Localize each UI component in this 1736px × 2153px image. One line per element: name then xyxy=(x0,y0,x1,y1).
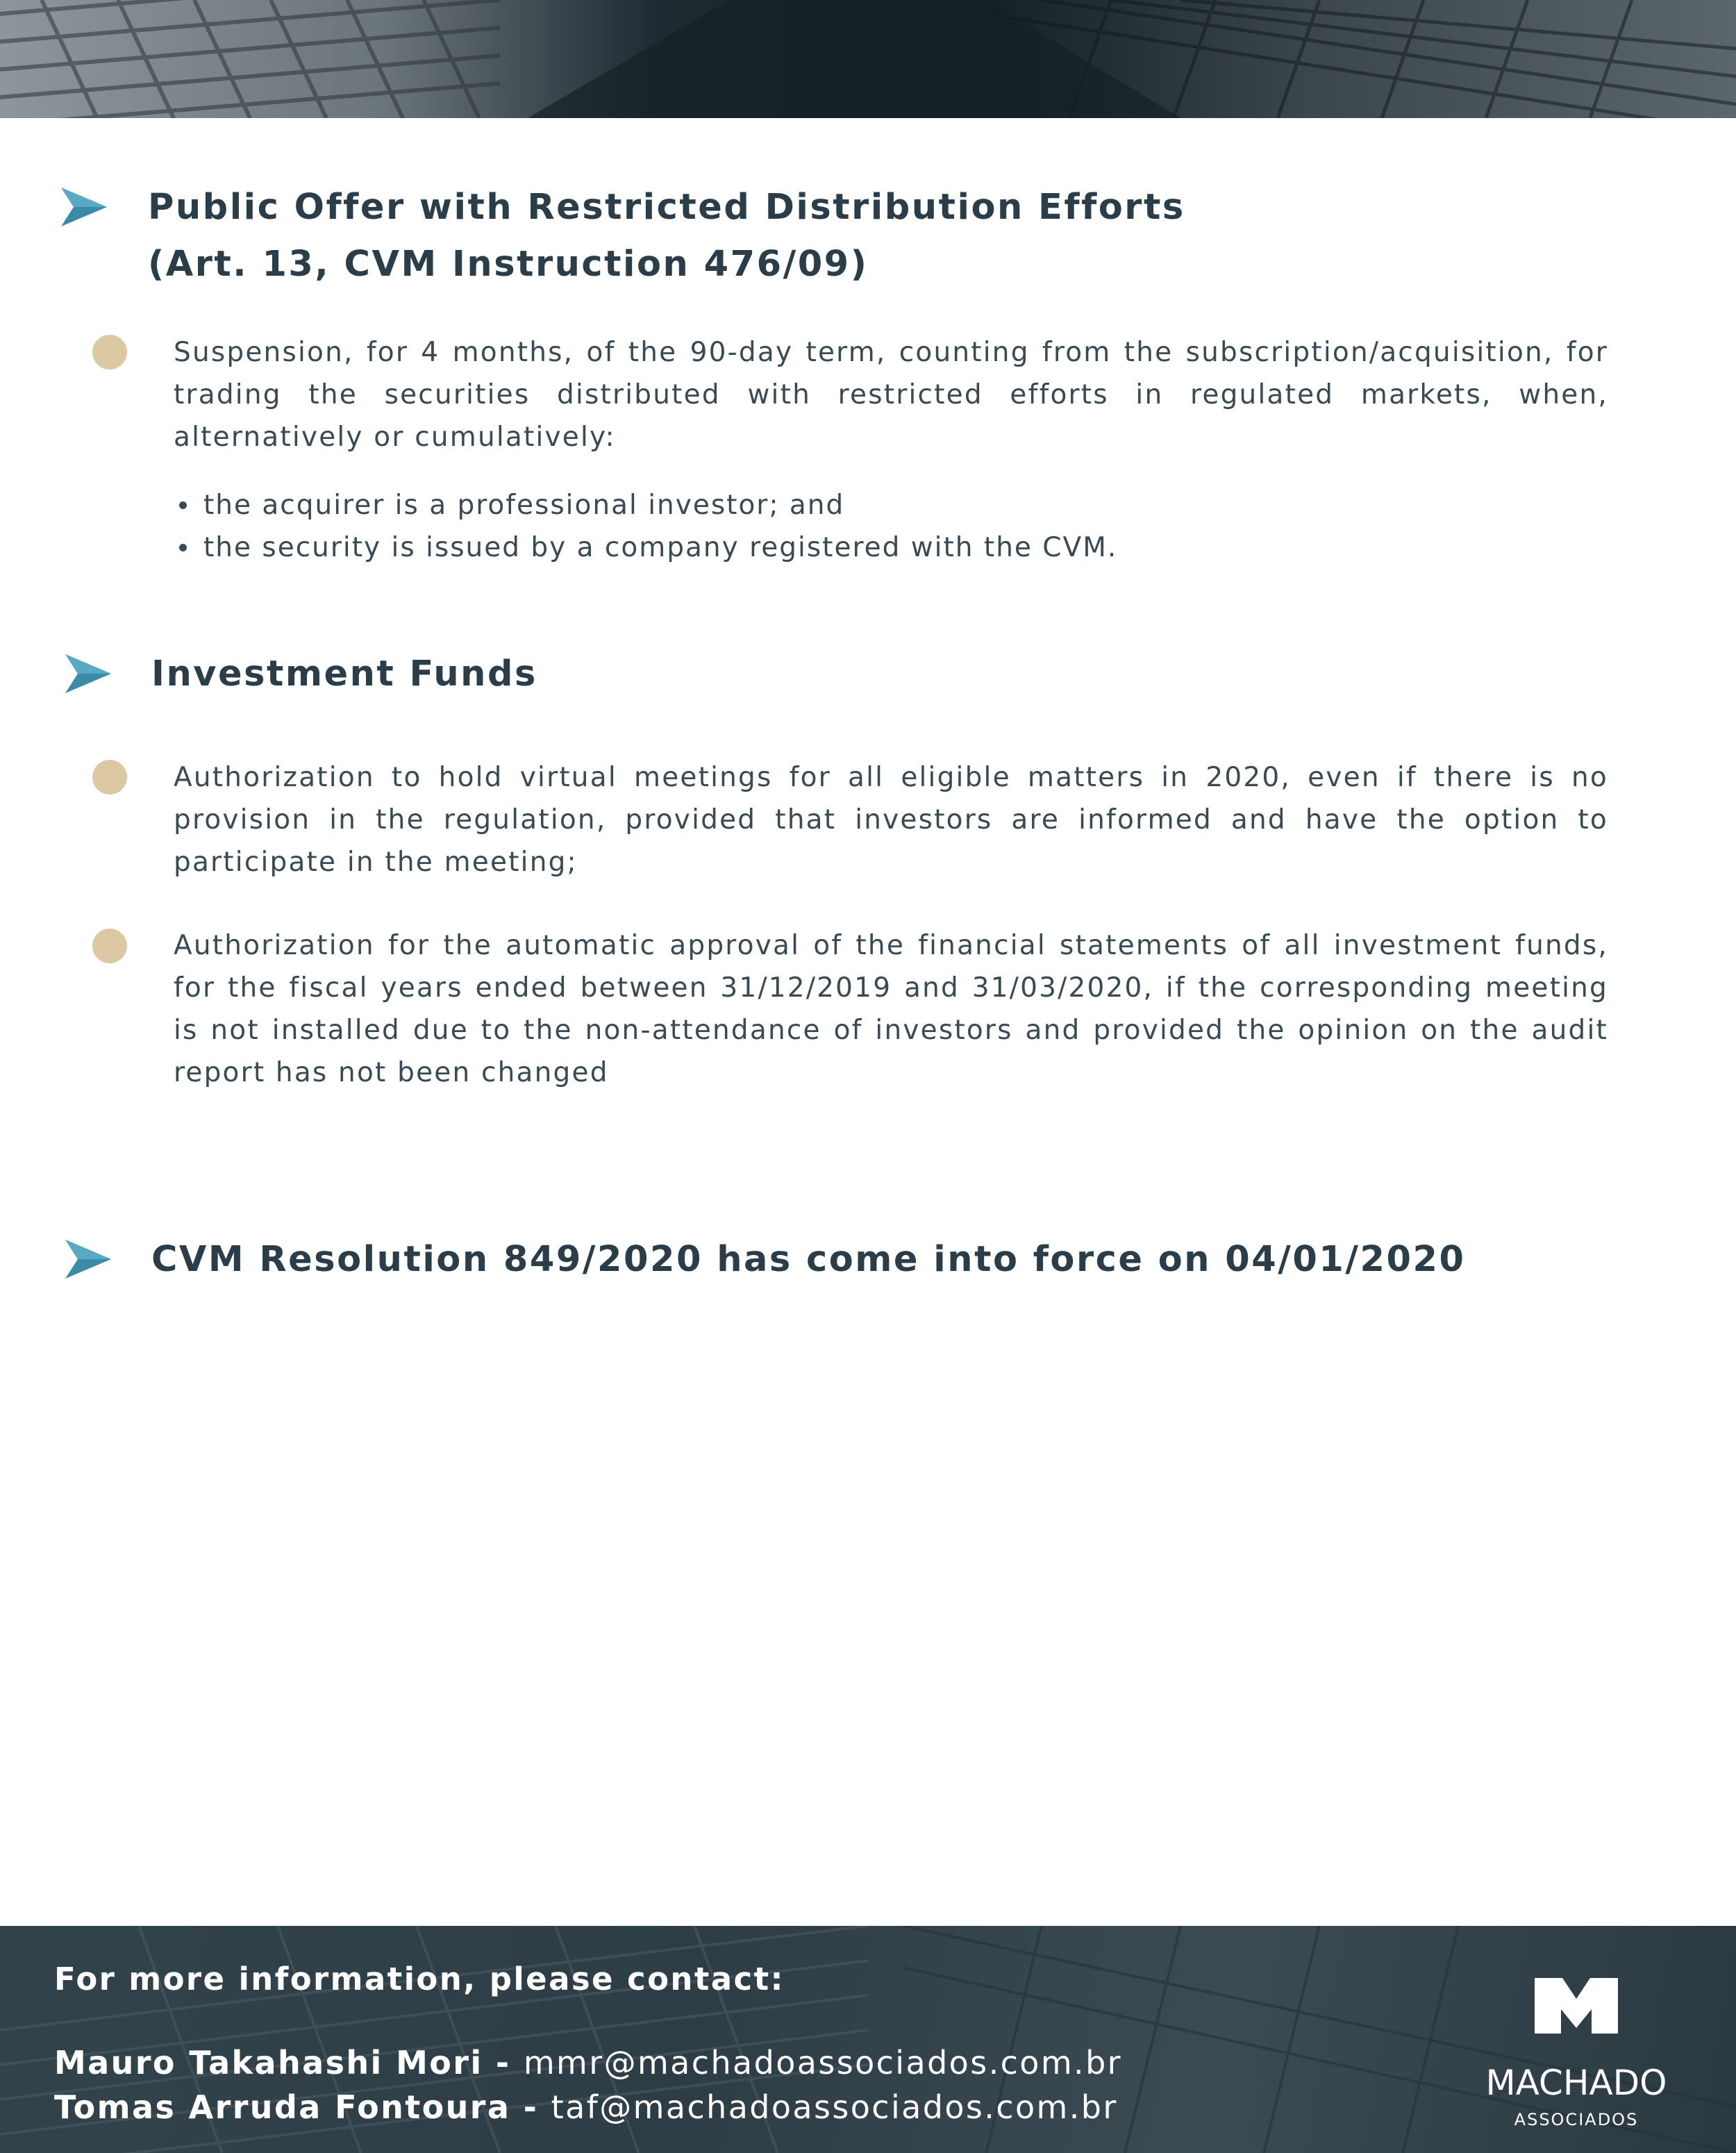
contact-row xyxy=(54,2044,1122,2081)
dot-bullet-icon xyxy=(179,501,187,509)
circle-bullet-icon xyxy=(92,760,127,795)
logo-subtitle: ASSOCIADOS xyxy=(1514,2110,1639,2129)
footer-title: For more information, please contact: xyxy=(54,1961,785,1997)
header-banner xyxy=(0,0,1736,118)
logo-wordmark: MACHADO xyxy=(1485,2063,1667,2103)
list-item-text: the security is issued by a company registered with the CVM. xyxy=(203,532,1118,563)
list-item xyxy=(179,526,1117,569)
contact-name: Mauro Takahashi Mori - xyxy=(54,2044,524,2081)
circle-bullet-icon xyxy=(92,335,127,369)
contact-row xyxy=(54,2088,1118,2126)
sub-list xyxy=(179,484,1117,569)
list-item xyxy=(179,484,1117,526)
paragraph-automatic-approval: Authorization for the automatic approval of the financial statements of all investment funds, for the fiscal years ended between 31/12/2019 and 31/03/2020, if the corresponding meeting is not installed due to the non-attendance of investors and provided the opinion on the audit report has not been changed xyxy=(174,930,1608,1088)
footer xyxy=(0,1926,1736,2153)
contact-name: Tomas Arruda Fontoura - xyxy=(54,2088,551,2126)
section-heading-public-offer: Public Offer with Restricted Distribution Efforts xyxy=(148,187,1185,228)
section-heading-investment-funds: Investment Funds xyxy=(151,654,537,695)
contact-email-link[interactable]: mmr@machadoassociados.com.br xyxy=(523,2044,1122,2081)
list-item-text: the acquirer is a professional investor; and xyxy=(203,490,845,521)
machado-logo-icon xyxy=(1535,1978,1618,2034)
section-heading-cvm-resolution: CVM Resolution 849/2020 has come into force on 04/01/2020 xyxy=(151,1239,1466,1280)
chevron-arrow-icon xyxy=(65,654,111,693)
dot-bullet-icon xyxy=(179,544,187,551)
chevron-arrow-icon xyxy=(61,188,107,226)
paragraph-suspension: Suspension, for 4 months, of the 90-day term, counting from the subscription/acquisition, for trading the securities distributed with restricted efforts in regulated markets, when, alternatively or cumulatively: xyxy=(174,337,1608,453)
building-facade-image xyxy=(0,0,1736,118)
paragraph-virtual-meetings: Authorization to hold virtual meetings for all eligible matters in 2020, even if there is no provision in the regulation, provided that investors are informed and have the option to participate in the meeting; xyxy=(174,762,1608,878)
machado-logo xyxy=(1479,1978,1674,2138)
contact-email-link[interactable]: taf@machadoassociados.com.br xyxy=(551,2088,1118,2126)
circle-bullet-icon xyxy=(92,929,127,963)
section-heading-public-offer-subtitle: (Art. 13, CVM Instruction 476/09) xyxy=(148,244,869,285)
chevron-arrow-icon xyxy=(65,1240,111,1279)
